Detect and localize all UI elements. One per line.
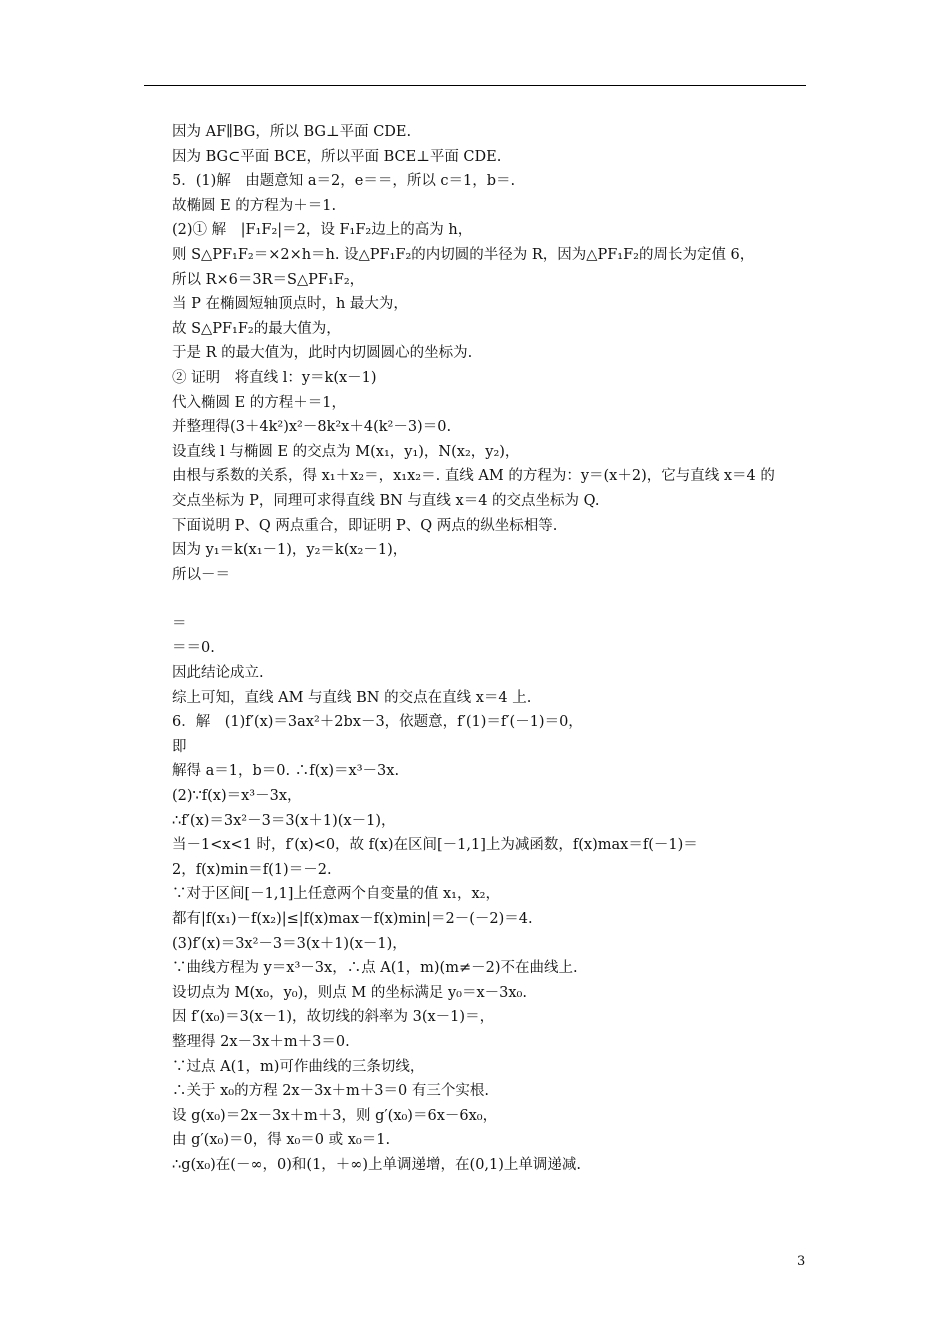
text-line: 综上可知，直线 AM 与直线 BN 的交点在直线 x＝4 上. [172,689,532,706]
text-line: 由 g′(x₀)＝0，得 x₀＝0 或 x₀＝1. [172,1132,391,1149]
page-number: 3 [797,1254,806,1269]
text-line: 则 S△PF₁F₂＝×2×h＝h. 设△PF₁F₂的内切圆的半径为 R，因为△PF₁F₂的周长为定值 6， [172,246,755,263]
text-line: ∵对于区间[－1,1]上任意两个自变量的值 x₁，x₂， [172,886,500,903]
text-line: ② 证明 将直线 l：y＝k(x－1) [172,369,377,386]
text-line: 代入椭圆 E 的方程＋＝1， [172,394,347,411]
text-line: (3)f′(x)＝3x²－3＝3(x＋1)(x－1)， [172,935,407,952]
text-line: 下面说明 P、Q 两点重合，即证明 P、Q 两点的纵坐标相等. [172,517,558,534]
text-line: 设 g(x₀)＝2x－3x＋m＋3，则 g′(x₀)＝6x－6x₀， [172,1107,498,1124]
text-line: 因 f′(x₀)＝3(x－1)，故切线的斜率为 3(x－1)＝， [172,1009,495,1026]
text-line: 交点坐标为 P，同理可求得直线 BN 与直线 x＝4 的交点坐标为 Q. [172,492,600,509]
header-rule [144,85,806,86]
text-line: 因此结论成立. [172,665,264,682]
text-line: 2，f(x)min＝f(1)＝－2. [172,861,332,878]
text-line: 故 S△PF₁F₂的最大值为， [172,320,341,337]
text-line: 当 P 在椭圆短轴顶点时，h 最大为， [172,296,408,313]
text-line: 所以 R×6＝3R＝S△PF₁F₂， [172,271,365,288]
text-line: 解得 a＝1，b＝0. ∴f(x)＝x³－3x. [172,763,400,780]
text-line: ∵过点 A(1，m)可作曲线的三条切线， [172,1058,425,1075]
text-line: 并整理得(3＋4k²)x²－8k²x＋4(k²－3)＝0. [172,419,452,436]
text-line: (2)∵f(x)＝x³－3x， [172,788,302,805]
text-line: 设直线 l 与椭圆 E 的交点为 M(x₁，y₁)，N(x₂，y₂)， [172,443,520,460]
text-line: 于是 R 的最大值为，此时内切圆圆心的坐标为. [172,345,473,362]
text-line: 当－1<x<1 时，f′(x)<0，故 f(x)在区间[－1,1]上为减函数，f(x)max＝f(－1)＝ [172,837,698,854]
text-line: 因为 y₁＝k(x₁－1)，y₂＝k(x₂－1)， [172,542,408,559]
text-line: 都有|f(x₁)－f(x₂)|≤|f(x)max－f(x)min|＝2－(－2)＝4. [172,911,533,927]
text-line: (2)① 解 |F₁F₂|＝2，设 F₁F₂边上的高为 h， [172,222,473,239]
text-line: 所以－＝ [172,566,230,583]
document-body [172,120,806,1178]
text-line: ＝ [172,615,187,632]
text-line: 由根与系数的关系，得 x₁＋x₂＝，x₁x₂＝. 直线 AM 的方程为：y＝(x＋2)，它与直线 x＝4 的 [172,468,775,485]
text-line: 整理得 2x－3x＋m＋3＝0. [172,1033,350,1050]
text-line: ＝＝0. [172,640,215,657]
text-line: 设切点为 M(x₀，y₀)，则点 M 的坐标满足 y₀＝x－3x₀. [172,984,527,1001]
text-line: ∴关于 x₀的方程 2x－3x＋m＋3＝0 有三个实根. [172,1083,489,1100]
text-line: 即 [172,738,187,755]
text-line: 6．解 (1)f′(x)＝3ax²＋2bx－3，依题意，f′(1)＝f′(－1)＝0， [172,714,583,731]
text-line: ∵曲线方程为 y＝x³－3x，∴点 A(1，m)(m≠－2)不在曲线上. [172,960,578,977]
text-line: 5．(1)解 由题意知 a＝2，e＝＝，所以 c＝1，b＝. [172,173,516,190]
text-line: 因为 AF∥BG，所以 BG⊥平面 CDE. [172,124,412,140]
text-line [172,587,806,612]
text-line: 因为 BG⊂平面 BCE，所以平面 BCE⊥平面 CDE. [172,148,502,165]
text-line: ∴g(x₀)在(－∞，0)和(1，＋∞)上单调递增，在(0,1)上单调递减. [172,1156,582,1173]
text-line: 故椭圆 E 的方程为＋＝1. [172,197,337,214]
text-line: ∴f′(x)＝3x²－3＝3(x＋1)(x－1)， [172,812,396,829]
